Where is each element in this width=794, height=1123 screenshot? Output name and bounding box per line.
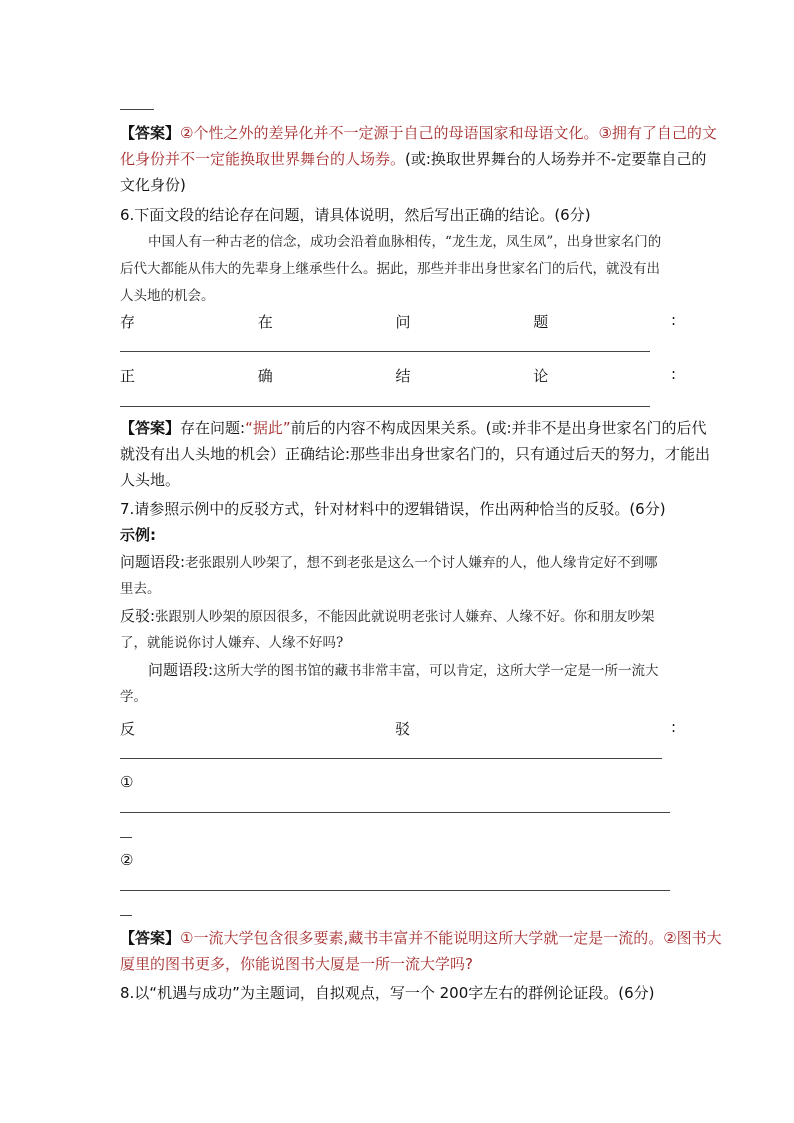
answer-input-line[interactable] xyxy=(120,351,650,352)
rebuttal-1-marker: ① xyxy=(120,773,134,791)
answer-block-a-line3: 文化身份) xyxy=(120,176,186,194)
label-char: 确 xyxy=(257,367,273,385)
label-char: : xyxy=(670,311,676,329)
rebuttal-2-marker: ② xyxy=(120,851,134,869)
answer-text: ①一流大学包含很多要素,藏书丰富并不能说明这所大学就一定是一流的。②图书大 xyxy=(180,929,722,947)
material-line1 xyxy=(148,658,659,683)
example-rebuttal-line1 xyxy=(120,604,655,629)
question-8-prompt: 8.以“机遇与成功”为主题词，自拟观点，写一个 200字左右的群例论证段。(6分) xyxy=(120,984,655,1002)
example-label: 示例: xyxy=(120,526,156,544)
answer-text: ②个性之外的差异化并不一定源于自己的母语国家和母语文化。③拥有了自己的文 xyxy=(180,124,717,142)
answer-text-alt: (或:换取世界舞台的人场券并不-定要靠自己的 xyxy=(405,150,707,168)
label-char: 论 xyxy=(533,367,549,385)
label-char: : xyxy=(670,718,676,736)
q7-answer-line2: 厦里的图书更多，你能说图书大厦是一所一流大学吗? xyxy=(120,955,473,973)
label-char: 正 xyxy=(120,367,136,385)
answer-block-a-line2 xyxy=(120,147,706,171)
example-problem-line1 xyxy=(120,550,658,575)
question-6-prompt: 6.下面文段的结论存在问题，请具体说明，然后写出正确的结论。(6分) xyxy=(120,206,591,224)
answer-input-line[interactable] xyxy=(120,406,650,407)
text: 老张跟别人吵架了，想不到老张是这么一个讨人嫌弃的人，他人缘肯定好不到哪 xyxy=(185,555,658,571)
q7-answer-line1 xyxy=(120,926,722,950)
label: 问题语段: xyxy=(120,553,186,571)
answer-text: 化身份并不一定能换取世界舞台的人场券。 xyxy=(120,150,406,168)
label-char: 在 xyxy=(257,313,273,331)
label: 反驳: xyxy=(120,607,156,625)
q6-problem-label xyxy=(120,311,676,332)
q6-answer-line1 xyxy=(120,416,707,440)
q6-passage-line2: 后代大都能从伟大的先辈身上继承些什么。据此，那些并非出身世家名门的后代，就没有出 xyxy=(120,261,660,277)
label-char: 反 xyxy=(120,720,136,738)
q6-answer-line2: 就没有出人头地的机会）正确结论:那些非出身世家名门的，只有通过后天的努力，才能出 xyxy=(120,445,711,463)
answer-input-line[interactable] xyxy=(120,758,662,759)
answer-input-line[interactable] xyxy=(120,890,670,891)
label-char: 驳 xyxy=(395,720,411,738)
q6-passage-line3: 人头地的机会。 xyxy=(120,288,215,304)
label-char: 问 xyxy=(395,313,411,331)
answer-text: 前后的内容不构成因果关系。(或:并非不是出身世家名门的后代 xyxy=(290,419,707,437)
material-line2: 学。 xyxy=(120,689,147,705)
example-rebuttal-line2: 了，就能说你讨人嫌弃、人缘不好吗? xyxy=(120,635,344,651)
answer-block-a-line1 xyxy=(120,121,717,145)
text: 张跟别人吵架的原因很多，不能因此就说明老张讨人嫌弃、人缘不好。你和朋友吵架 xyxy=(155,609,655,625)
answer-tag: 【答案】 xyxy=(120,124,181,142)
q6-passage-line1: 中国人有一种古老的信念，成功会沿着血脉相传，“龙生龙，凤生凤”，出身世家名门的 xyxy=(148,234,662,250)
label-char: : xyxy=(670,365,676,383)
q6-conclusion-label xyxy=(120,365,676,386)
answer-text: 存在问题: xyxy=(180,419,246,437)
blank-line xyxy=(120,915,132,916)
blank-line xyxy=(120,109,154,110)
example-problem-line2: 里去。 xyxy=(120,581,161,597)
answer-input-line[interactable] xyxy=(120,812,670,813)
label-char: 题 xyxy=(533,313,549,331)
answer-quote: “据此” xyxy=(245,419,291,437)
label-char: 结 xyxy=(395,367,411,385)
blank-line xyxy=(120,837,132,838)
q6-answer-line3: 人头地。 xyxy=(120,471,181,489)
label-char: 存 xyxy=(120,313,136,331)
answer-tag: 【答案】 xyxy=(120,929,181,947)
text: 这所大学的图书馆的藏书非常丰富，可以肯定，这所大学一定是一所一流大 xyxy=(213,663,659,679)
label: 问题语段: xyxy=(148,661,214,679)
question-7-prompt: 7.请参照示例中的反驳方式，针对材料中的逻辑错误，作出两种恰当的反驳。(6分) xyxy=(120,500,666,518)
answer-tag: 【答案】 xyxy=(120,419,181,437)
